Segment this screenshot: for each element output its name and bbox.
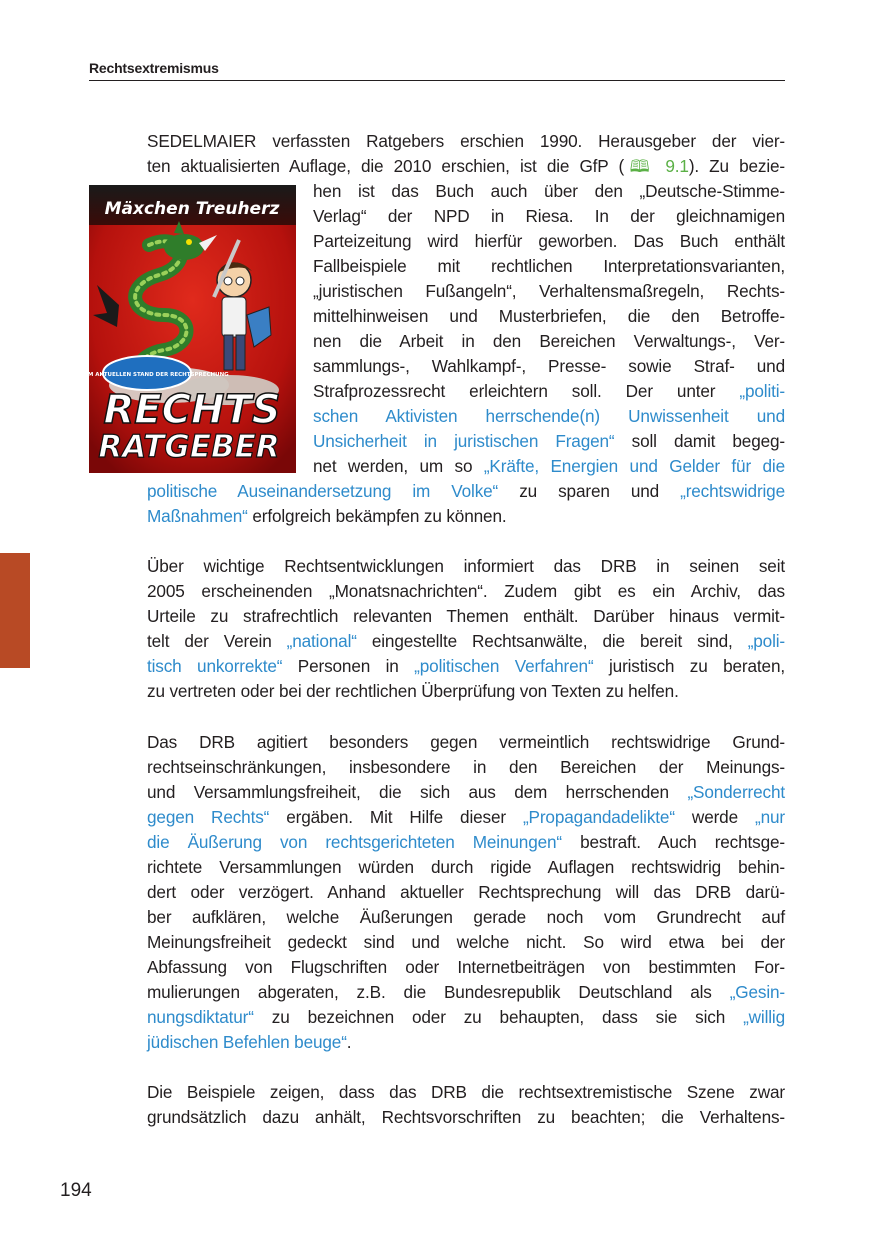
quote: „Sonderrecht <box>687 782 785 802</box>
quote: „Kräfte, Energien und Gelder für die <box>483 456 785 476</box>
quote: „nur <box>755 807 785 827</box>
cover-title-line1: RECHTS <box>103 387 281 433</box>
quote: „politischen Verfahren“ <box>414 656 594 676</box>
text-line: „juristischen Fußangeln“, Verhaltensmaßregeln, Rechts- <box>313 281 785 301</box>
cover-badge-text: AUF DEM AKTUELLEN STAND DER RECHTSPRECHUNG <box>65 372 229 378</box>
paragraph-1 <box>147 129 785 529</box>
paragraph-4 <box>147 1080 785 1130</box>
text-line: 2005 erscheinenden „Monatsnachrichten“. Zudem gibt es ein Archiv, das <box>147 581 785 601</box>
text-line: ten aktualisierten Auflage, die 2010 erschien, ist die GfP (🕮 9.1). Zu bezie- <box>147 156 785 176</box>
text-line: politische Auseinandersetzung im Volke“ zu sparen und „rechtswidrige <box>147 481 786 501</box>
running-header: Rechtsextremismus <box>89 60 785 81</box>
quote: Unsicherheit in juristischen Fragen“ <box>313 431 615 451</box>
text-line: sammlungs-, Wahlkampf-, Presse- sowie Straf- und <box>313 356 785 376</box>
text-line: nen die Arbeit in den Bereichen Verwaltungs-, Ver- <box>313 331 785 351</box>
quote: politische Auseinandersetzung im Volke“ <box>147 481 499 501</box>
cover-title-line2: RATGEBER <box>98 429 280 465</box>
text-line: gegen Rechts“ ergäben. Mit Hilfe dieser „Propagandadelikte“ werde „nur <box>147 807 785 827</box>
cover-top-text: Mäxchen Treuherz <box>104 199 280 219</box>
quote: „politi- <box>739 381 785 401</box>
text-line: mulierungen abgeraten, z.B. die Bundesrepublik Deutschland als „Gesin- <box>147 982 785 1002</box>
crossref-link[interactable]: 🕮 9.1 <box>624 156 689 176</box>
text-line: rechtseinschränkungen, insbesondere in den Bereichen der Meinungs- <box>147 757 785 777</box>
text-line: richtete Versammlungen würden durch rigide Auflagen rechtswidrig behin- <box>147 857 785 877</box>
text-line: grundsätzlich dazu anhält, Rechtsvorschriften zu beachten; die Verhaltens- <box>147 1107 785 1127</box>
paragraph-2 <box>147 554 785 704</box>
quote: „national“ <box>286 631 357 651</box>
text-line: Unsicherheit in juristischen Fragen“ soll damit begeg- <box>313 431 785 451</box>
quote-line: schen Aktivisten herrschende(n) Unwissenheit und <box>313 406 785 426</box>
page-number: 194 <box>60 1180 92 1201</box>
text-line: die Äußerung von rechtsgerichteten Meinungen“ bestraft. Auch rechtsge- <box>147 832 785 852</box>
quote: tisch unkorrekte“ <box>147 656 283 676</box>
quote: „willig <box>743 1007 785 1027</box>
paragraph-3 <box>147 730 785 1055</box>
quote: Maßnahmen“ <box>147 506 248 526</box>
quote: gegen Rechts“ <box>147 807 270 827</box>
text-line: Verlag“ der NPD in Riesa. In der gleichnamigen <box>313 206 785 226</box>
text-line: Meinungsfreiheit gedeckt sind und welche nicht. So wird etwa bei der <box>147 932 785 952</box>
text-line: SEDELMAIER verfassten Ratgebers erschien 1990. Herausgeber der vier- <box>147 131 785 151</box>
quote: nungsdiktatur“ <box>147 1007 254 1027</box>
text-line: ber aufklären, welche Äußerungen gerade noch vom Grundrecht auf <box>147 907 785 927</box>
text-line: Parteizeitung wird hierfür geworben. Das Buch enthält <box>313 231 785 251</box>
quote: jüdischen Befehlen beuge“ <box>147 1032 347 1052</box>
text-line: und Versammlungsfreiheit, die sich aus dem herrschenden „Sonderrecht <box>147 782 785 802</box>
text-line: Fallbeispiele mit rechtlichen Interpretationsvarianten, <box>313 256 785 276</box>
book-icon: 🕮 <box>624 156 666 176</box>
quote: „Propagandadelikte“ <box>522 807 675 827</box>
text-line: zu vertreten oder bei der rechtlichen Überprüfung von Texten zu helfen. <box>147 681 679 701</box>
quote: die Äußerung von rechtsgerichteten Meinungen“ <box>147 832 563 852</box>
quote: „Gesin- <box>729 982 785 1002</box>
text-line: Das DRB agitiert besonders gegen vermeintlich rechtswidrige Grund- <box>147 732 785 752</box>
quote: „rechtswidrige <box>680 481 786 501</box>
text-line: telt der Verein „national“ eingestellte Rechtsanwälte, die bereit sind, „poli- <box>147 631 786 651</box>
text-line: jüdischen Befehlen beuge“. <box>147 1032 352 1052</box>
text-line: Strafprozessrecht erleichtern soll. Der unter „politi- <box>313 381 785 401</box>
quote: „poli- <box>747 631 786 651</box>
text-line: dert oder verzögert. Anhand aktueller Rechtsprechung will das DRB darü- <box>147 882 785 902</box>
text-line: hen ist das Buch auch über den „Deutsche-Stimme- <box>313 181 785 201</box>
text-line: net werden, um so „Kräfte, Energien und Gelder für die <box>313 456 785 476</box>
text-line: Die Beispiele zeigen, dass das DRB die rechtsextremistische Szene zwar <box>147 1082 785 1102</box>
text-line: Über wichtige Rechtsentwicklungen informiert das DRB in seinen seit <box>147 556 785 576</box>
text-line: mittelhinweisen und Musterbriefen, die den Betroffe- <box>313 306 785 326</box>
text-line: Urteile zu strafrechtlich relevanten Themen enthält. Darüber hinaus vermit- <box>147 606 785 626</box>
text-line: tisch unkorrekte“ Personen in „politischen Verfahren“ juristisch zu beraten, <box>147 656 785 676</box>
text-line: Maßnahmen“ erfolgreich bekämpfen zu können. <box>147 506 507 526</box>
text-line: nungsdiktatur“ zu bezeichnen oder zu behaupten, dass sie sich „willig <box>147 1007 785 1027</box>
chapter-tab-marker <box>0 553 30 668</box>
text-line: Abfassung von Flugschriften oder Internetbeiträgen von bestimmten For- <box>147 957 785 977</box>
